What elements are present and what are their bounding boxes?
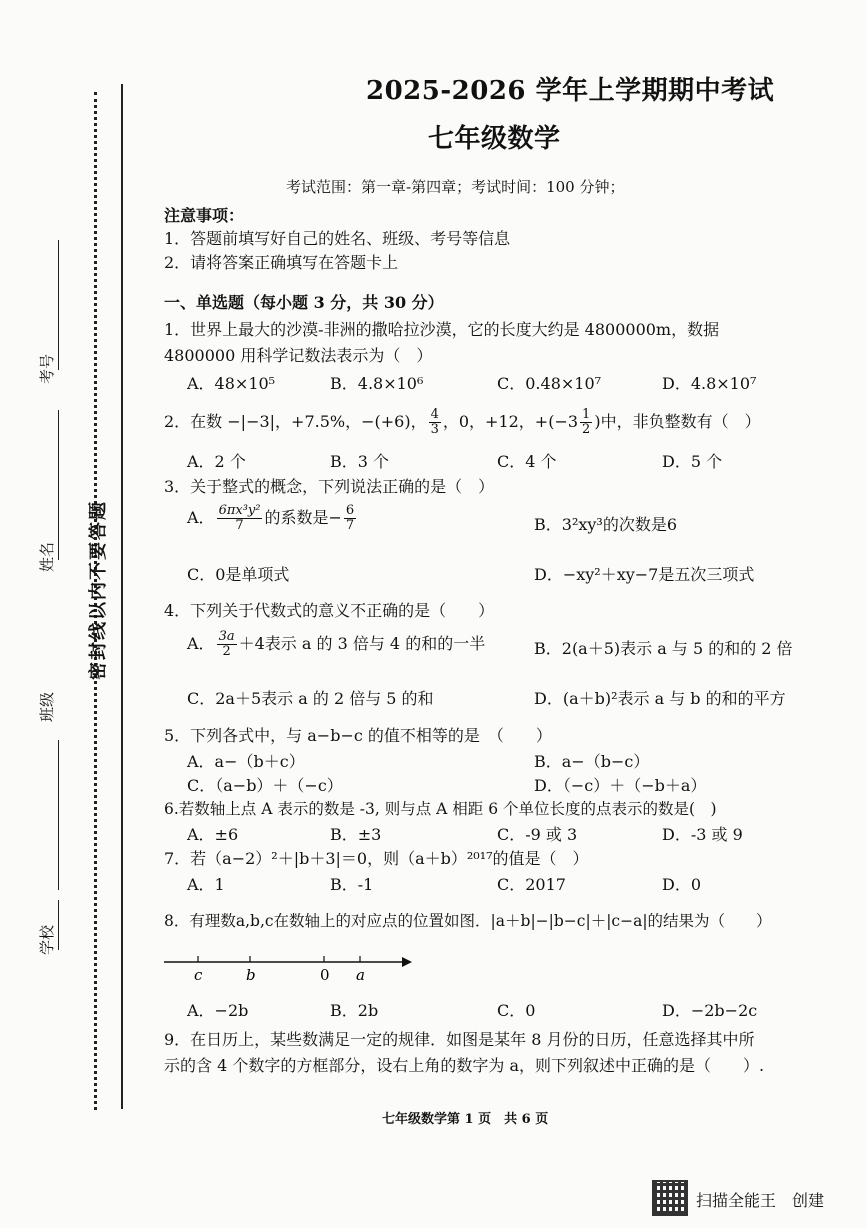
xingming-underline [58,410,59,560]
note-2: 2．请将答案正确填写在答题卡上 [164,253,399,272]
q2-option-c: C．4 个 [497,452,557,471]
q2-stem: 2．在数 −|−3|，+7.5%，−(+6)， $\frac{4}{3}$ ，0，+12，+(−3 $\frac{1}{2}$ )中，非负整数有（ ） [164,407,761,437]
number-line-arrow [402,957,412,967]
q1-option-d: D．4.8×10⁷ [662,374,757,393]
q3-option-b: B．3²xy³的次数是6 [534,515,678,534]
q3-stem: 3．关于整式的概念，下列说法正确的是（ ） [164,477,495,496]
banji-underline [58,740,59,890]
q1-line2: 4800000 用科学记数法表示为（ ） [164,346,433,365]
q7-stem: 7．若（a−2）²＋|b＋3|＝0，则（a＋b）²⁰¹⁷的值是（ ） [164,849,589,868]
q2-option-a: A．2 个 [187,452,246,471]
q5-option-a: A．a−（b＋c） [187,752,305,771]
q7-option-d: D．0 [662,875,702,894]
q8-option-a: A．−2b [187,1001,249,1020]
exam-title: 2025-2026 学年上学期期中考试 [366,76,775,106]
label-c: c [194,966,203,984]
label-xuexiao: 学校 [38,924,56,955]
q2-option-b: B．3 个 [330,452,390,471]
q7-option-b: B．-1 [330,875,374,894]
q7-option-a: A．1 [187,875,225,894]
q9-line2: 示的含 4 个数字的方框部分，设右上角的数字为 a，则下列叙述中正确的是（ ）. [164,1056,765,1075]
label-0: 0 [320,966,330,984]
q6-option-d: D．-3 或 9 [662,825,743,844]
label-a: a [356,966,365,984]
xuexiao-underline [58,900,59,950]
q1-option-a: A．48×10⁵ [187,374,276,393]
q6-option-a: A．±6 [187,825,239,844]
label-xingming: 姓名 [38,541,56,572]
scanner-watermark: 扫描全能王 创建 [696,1191,825,1210]
q5-option-d: D．（−c）＋（−b＋a） [534,776,707,795]
number-line [160,948,420,988]
q1-option-c: C．0.48×10⁷ [497,374,602,393]
q8-option-c: C．0 [497,1001,536,1020]
notes-heading: 注意事项： [164,206,245,225]
q5-stem: 5．下列各式中，与 a−b−c 的值不相等的是 （ ） [164,726,552,745]
label-kaohao: 考号 [38,353,56,384]
label-banji: 班级 [38,691,56,722]
q6-option-b: B．±3 [330,825,382,844]
note-1: 1．答题前填写好自己的姓名、班级、考号等信息 [164,229,511,248]
seal-warning: 密封线以内不要答题 [88,500,109,680]
q5-option-b: B．a−（b−c） [534,752,650,771]
exam-scope: 考试范围：第一章-第四章；考试时间：100 分钟； [286,178,625,196]
label-b: b [246,966,256,984]
q8-option-b: B．2b [330,1001,379,1020]
q6-stem: 6.若数轴上点 A 表示的数是 -3, 则与点 A 相距 6 个单位长度的点表示的数是( ) [164,800,717,818]
q6-option-c: C．-9 或 3 [497,825,578,844]
q4-stem: 4．下列关于代数式的意义不正确的是（ ） [164,601,495,620]
q1-option-b: B．4.8×10⁶ [330,374,424,393]
q4-option-b: B．2(a＋5)表示 a 与 5 的和的 2 倍 [534,639,793,658]
q1-line1: 1．世界上最大的沙漠-非洲的撒哈拉沙漠，它的长度大约是 4800000m，数据 [164,320,720,339]
q4-option-a: A． $\frac{3a}{2}$ ＋4表示 a 的 3 倍与 4 的和的一半 [187,629,486,659]
kaohao-underline [58,240,59,370]
q3-option-d: D．−xy²＋xy−7是五次三项式 [534,565,755,584]
q3-option-c: C．0是单项式 [187,565,290,584]
section-heading: 一、单选题（每小题 3 分，共 30 分） [164,293,444,312]
q4-option-c: C．2a＋5表示 a 的 2 倍与 5 的和 [187,689,434,708]
q8-stem: 8．有理数a,b,c在数轴上的对应点的位置如图．|a＋b|−|b−c|＋|c−a|的结果为（ ） [164,912,772,930]
exam-subject: 七年级数学 [428,124,561,154]
q9-line1: 9．在日历上，某些数满足一定的规律．如图是某年 8 月份的日历，任意选择其中所 [164,1030,755,1049]
q4-option-d: D．(a＋b)²表示 a 与 b 的和的平方 [534,689,786,708]
qr-code-icon [652,1180,688,1216]
margin-border-line [121,84,123,1109]
q7-option-c: C．2017 [497,875,566,894]
q5-option-c: C．（a−b）＋（−c） [187,776,343,795]
page-footer: 七年级数学第 1 页 共 6 页 [382,1112,549,1127]
q8-option-d: D．−2b−2c [662,1001,758,1020]
q2-option-d: D．5 个 [662,452,723,471]
q3-option-a: A． $\frac{\text{6πx³y²}}{7}$ 的系数是− $\frac{6}{7}$ [187,503,355,533]
